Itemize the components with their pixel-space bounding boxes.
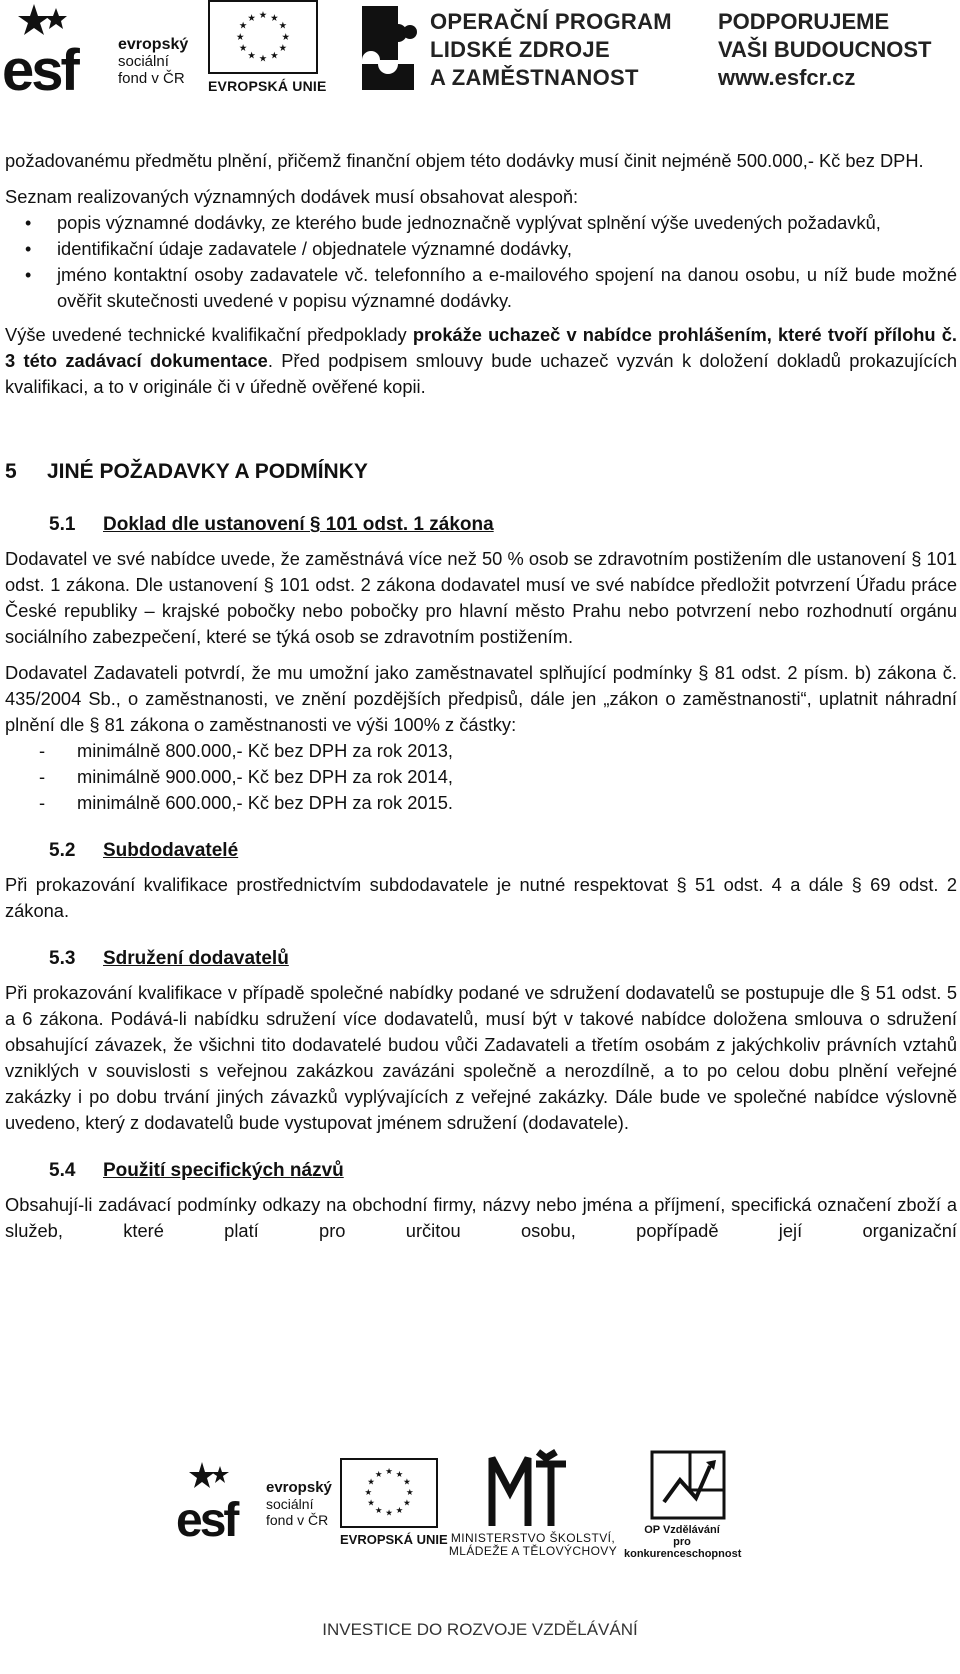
svg-text:★: ★ xyxy=(270,12,279,24)
section-number: 5.4 xyxy=(49,1160,76,1181)
section-5-heading xyxy=(5,458,957,486)
slogan xyxy=(718,8,932,92)
page-header xyxy=(0,0,960,100)
list-intro: Seznam realizovaných významných dodávek musí obsahovat alespoň: xyxy=(5,186,579,207)
msmt-logo-icon xyxy=(486,1448,572,1530)
svg-text:esf: esf xyxy=(176,1494,237,1540)
s54-paragraph: Obsahují-li zadávací podmínky odkazy na obchodní firmy, názvy nebo jména a příjmení, specifická označení zboží a služeb, které platí pro určitou osobu, popřípadě její organizační xyxy=(5,1194,957,1241)
slogan-line-2: VAŠI BUDOUCNOST xyxy=(718,37,932,62)
section-title: Subdodavatelé xyxy=(103,840,239,861)
op-line-2: LIDSKÉ ZDROJE xyxy=(430,37,610,62)
requirements-list xyxy=(5,210,957,314)
s51-paragraph-2: Dodavatel Zadavateli potvrdí, že mu umožní jako zaměstnavatel splňující podmínky § 81 odst. 2 písm. b) zákona č. 435/2004 Sb., o zaměstnanosti, ve znění pozdějších předpisů, dále jen „zákon o zaměstnanosti“, uplatnit náhradní plnění dle § 81 zákona o zaměstnanosti ve výši 100% z částky: xyxy=(5,662,957,735)
op-vk-logo-icon xyxy=(650,1450,726,1520)
svg-text:★: ★ xyxy=(270,50,279,62)
eu-flag-icon xyxy=(208,0,318,74)
slogan-line-1: PODPORUJEME xyxy=(718,9,890,34)
msmt-line-1: MINISTERSTVO ŠKOLSTVÍ, xyxy=(450,1531,616,1545)
svg-text:★: ★ xyxy=(247,50,256,62)
esf-line-2: sociální xyxy=(266,1496,314,1512)
list-item: • popis významné dodávky, ze kterého bude jednoznačně vyplývat splnění výše uvedených požadavků, xyxy=(5,210,957,236)
list-item: - minimálně 900.000,- Kč bez DPH za rok 2014, xyxy=(5,764,957,790)
section-number: 5.3 xyxy=(49,948,76,969)
section-5-1-heading xyxy=(49,512,957,538)
svg-text:★: ★ xyxy=(403,1476,411,1487)
s51-paragraph-1: Dodavatel ve své nabídce uvede, že zaměstnává více než 50 % osob se zdravotním postižením dle ustanovení § 101 odst. 1 zákona. Dle ustanovení § 101 odst. 2 zákona dodavatel musí ve své nabídce předložit potvrzení Úřadu práce České republiky – krajské pobočky nebo pobočky pro hlavní město Prahu nebo potvrzení nebo rozhodnutí orgánu sociálního zabezpečení, které se týká osob se zdravotním postižením. xyxy=(5,548,957,647)
svg-text:★: ★ xyxy=(374,1468,383,1479)
section-title: Sdružení dodavatelů xyxy=(103,948,289,969)
op-line-1: OPERAČNÍ PROGRAM xyxy=(430,9,672,34)
list-item: - minimálně 600.000,- Kč bez DPH za rok 2015. xyxy=(5,790,957,816)
svg-text:★: ★ xyxy=(405,1486,414,1497)
section-number: 5 xyxy=(5,460,17,483)
op-vk-line-2: pro konkurenceschopnost xyxy=(624,1536,742,1560)
eu-label: EVROPSKÁ UNIE xyxy=(340,1532,448,1547)
s53-paragraph: Při prokazování kvalifikace v případě společné nabídky podané ve sdružení dodavatelů se postupuje dle § 51 odst. 5 a 6 zákona. Podává-li nabídku sdružení více dodavatelů, musí být v takové nabídce doložena smlouva o sdružení obsahující závazek, že všichni tito dodavatelé budou vůči Zadavateli a třetím osobám z jakýchkoliv právních vztahů vzniklých v souvislosti s veřejnou zakázkou zavázáni společně a nerozdílně, a to po celou dobu plnění veřejné zakázky i po dobu trvání jiných závazků vyplývajících z veřejné zakázky. Dále bude ve společné nabídce výslovně uvedeno, který z dodavatelů bude vystupovat jménem sdružení (dodavatele). xyxy=(5,982,957,1133)
esf-line-2: sociální xyxy=(118,53,169,70)
esf-logo-icon xyxy=(176,1460,268,1540)
svg-text:★: ★ xyxy=(278,43,288,55)
section-title: Doklad dle ustanovení § 101 odst. 1 zákona xyxy=(103,514,494,535)
svg-text:★: ★ xyxy=(395,1468,404,1479)
qual-text-b: . Před podpisem smlouvy bude uchazeč vyzván k doložení dokladů prokazujících kvalifikaci, a to v originále či v úředně ověřené kopii. xyxy=(5,350,957,397)
section-5-2-heading xyxy=(49,838,957,864)
list-item: • identifikační údaje zadavatele / objednatele významné dodávky, xyxy=(5,236,957,262)
msmt-line-2: MLÁDEŽE A TĚLOVÝCHOVY xyxy=(448,1544,618,1558)
svg-text:★: ★ xyxy=(278,20,288,32)
amounts-list xyxy=(5,738,957,816)
svg-text:★: ★ xyxy=(395,1504,404,1515)
msmt-label xyxy=(448,1532,618,1558)
svg-text:★: ★ xyxy=(258,53,268,65)
s52-paragraph: Při prokazování kvalifikace prostřednictvím subdodavatele je nutné respektovat § 51 odst. 4 a dále § 69 odst. 2 zákona. xyxy=(5,874,957,921)
svg-text:★: ★ xyxy=(364,1486,373,1497)
section-5-3-heading xyxy=(49,946,957,972)
esf-line-1: evropský xyxy=(118,36,189,53)
svg-text:★: ★ xyxy=(238,43,248,55)
section-number: 5.2 xyxy=(49,840,76,861)
svg-text:★: ★ xyxy=(236,31,245,43)
svg-text:★: ★ xyxy=(281,31,290,43)
svg-text:★: ★ xyxy=(385,1507,393,1518)
svg-text:★: ★ xyxy=(374,1504,383,1515)
op-line-3: A ZAMĚSTNANOST xyxy=(430,65,639,90)
qual-text-bold: prokáže uchazeč v nabídce prohlášením, které tvoří přílohu č. 3 této zadávací dokumentace xyxy=(5,324,957,371)
svg-text:★: ★ xyxy=(247,12,256,24)
esf-line-3: fond v ČR xyxy=(118,70,185,87)
svg-text:★: ★ xyxy=(385,1466,393,1477)
eu-flag-icon xyxy=(340,1458,438,1528)
page-footer xyxy=(0,1440,960,1674)
svg-text:★: ★ xyxy=(258,10,268,22)
section-number: 5.1 xyxy=(49,514,76,535)
slogan-url[interactable]: www.esfcr.cz xyxy=(718,65,856,90)
esf-line-1: evropský xyxy=(266,1479,332,1496)
esf-line-3: fond v ČR xyxy=(266,1512,329,1528)
esf-logo-icon xyxy=(2,2,112,94)
list-item: - minimálně 800.000,- Kč bez DPH za rok 2013, xyxy=(5,738,957,764)
qualification-paragraph xyxy=(5,322,957,400)
esf-text xyxy=(266,1480,332,1528)
svg-text:★: ★ xyxy=(238,20,248,32)
qual-text-a: Výše uvedené technické kvalifikační předpoklady xyxy=(5,324,413,345)
svg-text:★: ★ xyxy=(367,1497,375,1508)
svg-text:esf: esf xyxy=(2,38,77,94)
eu-label: EVROPSKÁ UNIE xyxy=(208,78,327,94)
svg-text:★: ★ xyxy=(403,1497,411,1508)
section-title: Použití specifických názvů xyxy=(103,1160,344,1181)
op-title xyxy=(430,8,672,92)
esf-text xyxy=(118,36,188,87)
section-title: JINÉ POŽADAVKY A PODMÍNKY xyxy=(47,460,368,483)
op-vk-label xyxy=(624,1524,740,1560)
document-body xyxy=(5,148,957,1244)
section-5-4-heading xyxy=(49,1158,957,1184)
svg-text:★: ★ xyxy=(367,1476,375,1487)
investice-slogan: INVESTICE DO ROZVOJE VZDĚLÁVÁNÍ xyxy=(322,1620,638,1639)
list-item: • jméno kontaktní osoby zadavatele vč. telefonního a e-mailového spojení na danou osobu, u níž bude možné ověřit skutečnosti uvedené v popisu významné dodávky. xyxy=(5,262,957,314)
op-vk-line-1: OP Vzdělávání xyxy=(644,1524,720,1536)
puzzle-icon xyxy=(358,2,420,94)
intro-paragraph: požadovanému předmětu plnění, přičemž finanční objem této dodávky musí činit nejméně 500.000,- Kč bez DPH. xyxy=(5,150,924,171)
